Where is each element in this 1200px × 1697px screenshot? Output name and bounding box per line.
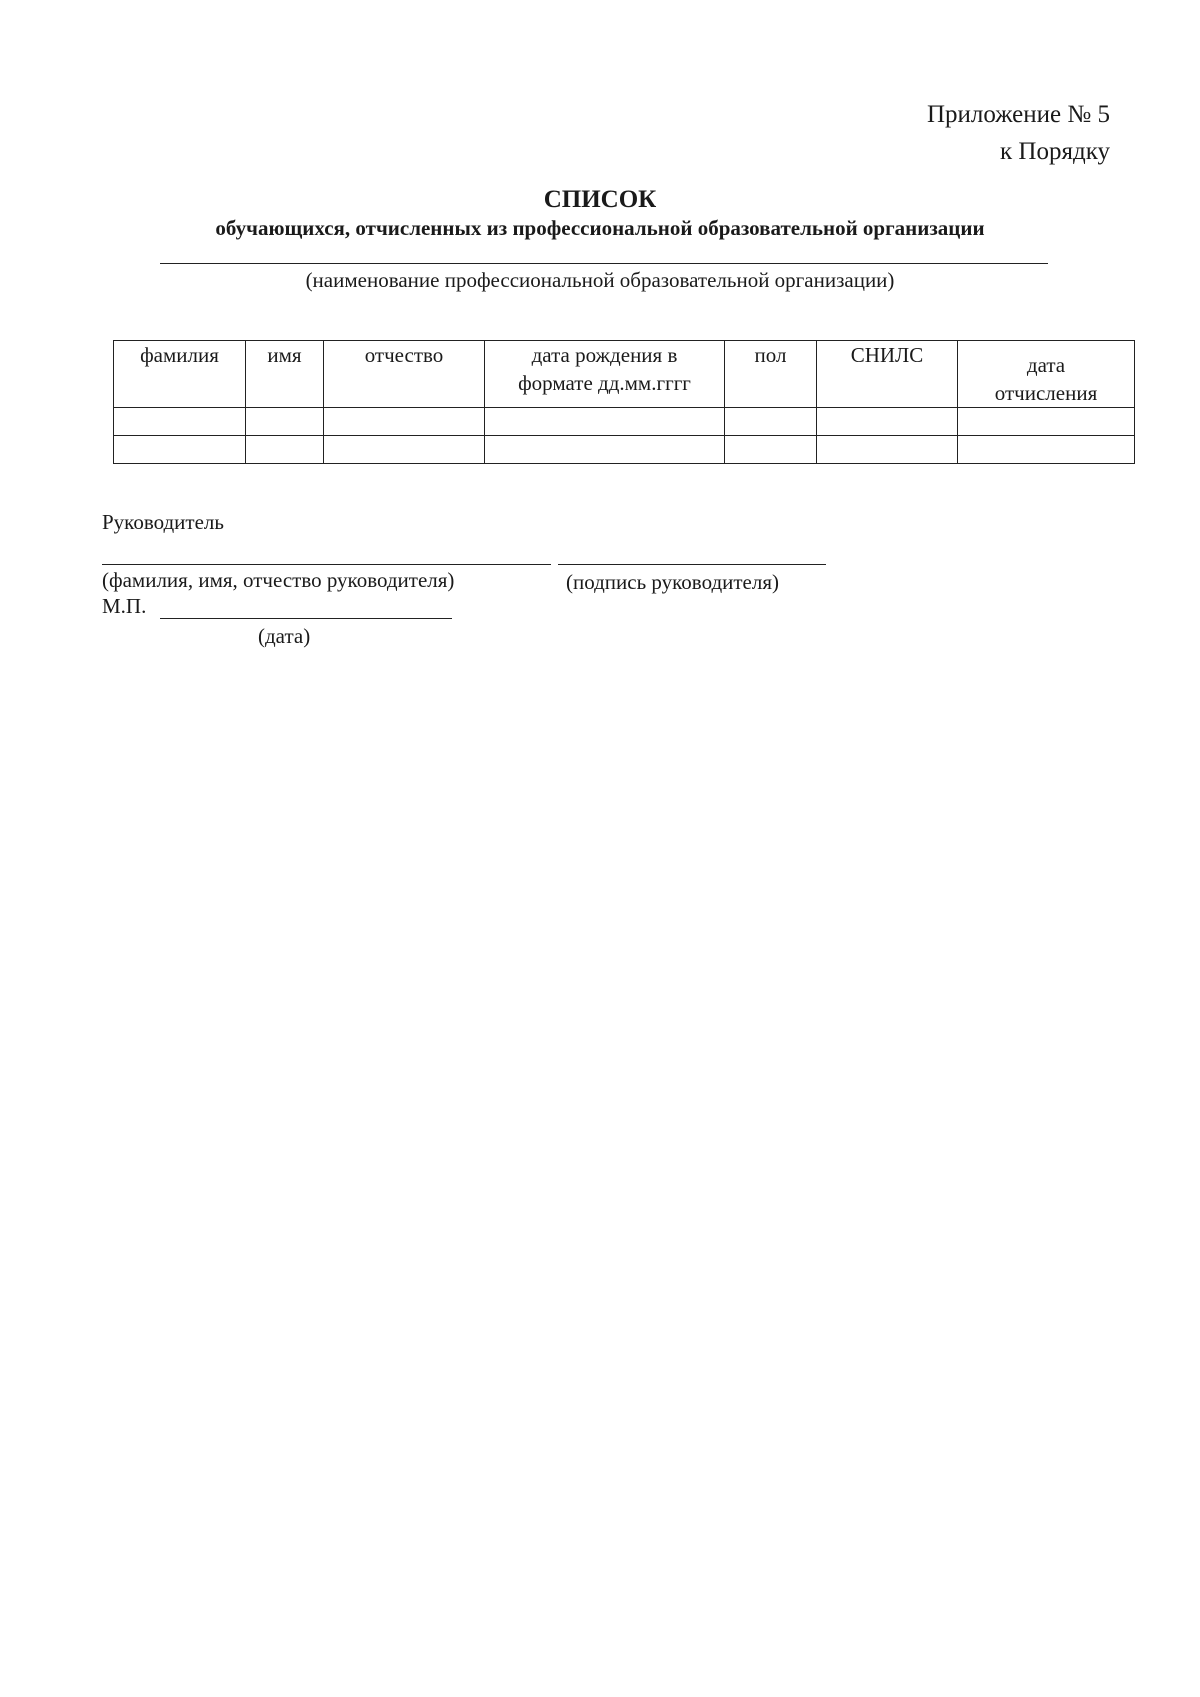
students-table [113,340,1135,464]
annex-number: Приложение № 5 [926,101,1110,128]
table-cell [324,436,485,464]
column-header-first-name: имя [246,341,324,408]
date-line [160,618,452,619]
column-header-expulsion-date: дата отчисления [958,341,1135,408]
table-cell [958,408,1135,436]
table-cell [324,408,485,436]
column-header-last-name: фамилия [114,341,246,408]
column-header-patronymic: отчество [324,341,485,408]
table-cell [817,408,958,436]
head-label: Руководитель [102,510,224,534]
table-cell [246,436,324,464]
head-name-caption: (фамилия, имя, отчество руководителя) [102,568,455,592]
head-signature-line [558,564,826,565]
document-subtitle: обучающихся, отчисленных из профессиональной образовательной организации [215,216,985,240]
table-header-row [114,341,1135,408]
table-cell [485,408,725,436]
stamp-label: М.П. [102,594,147,618]
column-header-snils: СНИЛС [817,341,958,408]
table-cell [725,436,817,464]
table-cell [958,436,1135,464]
table-cell [114,408,246,436]
date-caption: (дата) [258,624,311,648]
organization-name-line [160,263,1048,264]
table-cell [485,436,725,464]
table-cell [725,408,817,436]
table-cell [114,436,246,464]
table-row [114,436,1135,464]
head-signature-caption: (подпись руководителя) [566,570,780,594]
table-row [114,408,1135,436]
table-cell [817,436,958,464]
column-header-sex: пол [725,341,817,408]
document-title: СПИСОК [543,186,657,213]
organization-name-caption: (наименование профессиональной образовательной организации) [305,268,895,292]
table-cell [246,408,324,436]
annex-reference: к Порядку [1000,138,1110,165]
column-header-birth-date: дата рождения в формате дд.мм.гггг [485,341,725,408]
head-name-line [102,564,551,565]
